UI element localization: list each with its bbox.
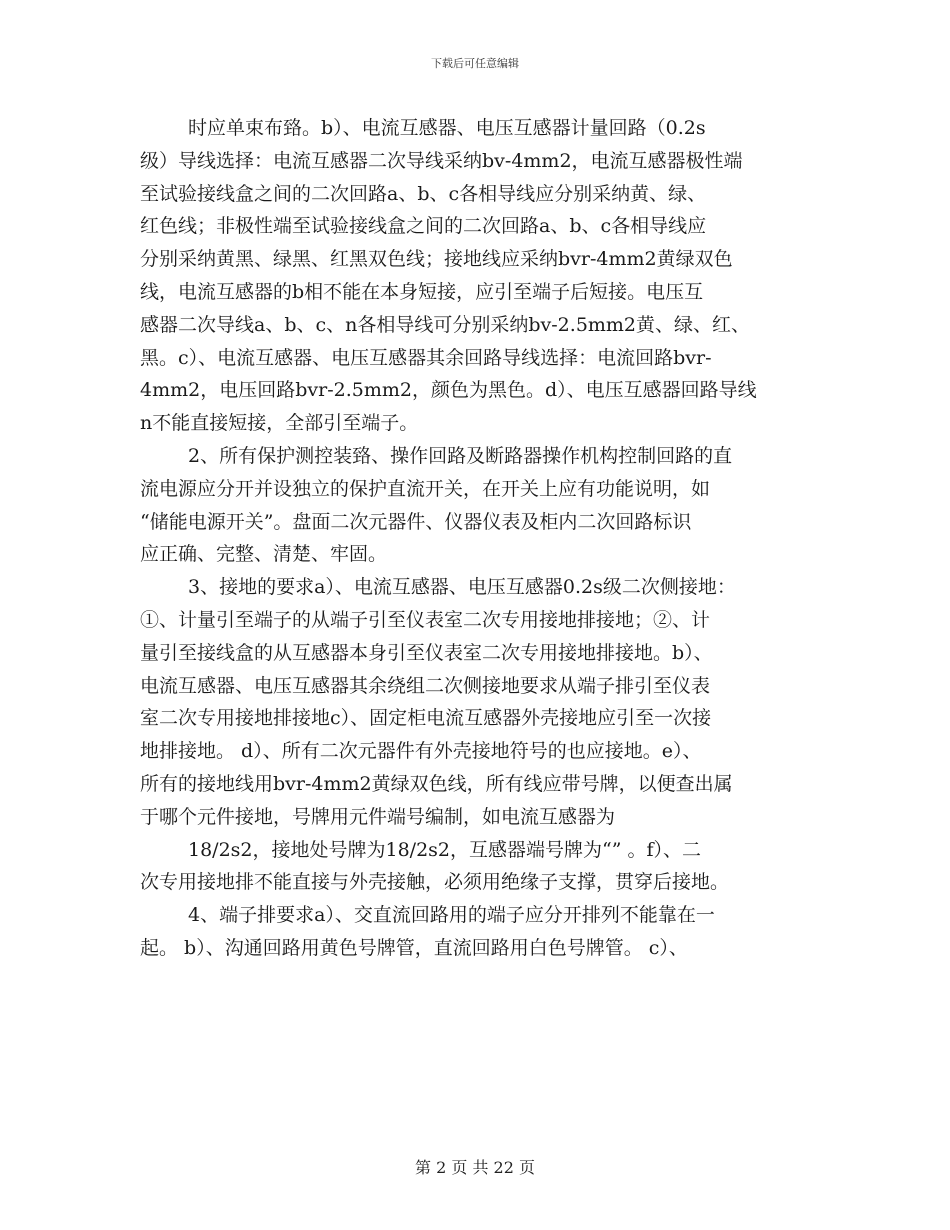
- body-line: 流电源应分开并设独立的保护直流开关，在开关上应有功能说明，如: [140, 477, 711, 500]
- body-line: 量引至接线盒的从互感器本身引至仪表室二次专用接地排接地。b）、: [140, 641, 713, 664]
- page-number: 第 2 页 共 22 页: [415, 1158, 535, 1177]
- body-line: 于哪个元件接地，号牌用元件端号编制，如电流互感器为: [140, 805, 616, 828]
- body-line: 时应单束布臵。b）、电流互感器、电压互感器计量回路（0.2s: [188, 117, 706, 139]
- body-line: 3、接地的要求a）、电流互感器、电压互感器0.2s级二次侧接地：: [188, 576, 736, 599]
- page-header: 下载后可任意编辑: [431, 57, 519, 70]
- document-body: [140, 112, 820, 965]
- body-line: 黑。c）、电流互感器、电压互感器其余回路导线选择：电流回路bvr-: [140, 346, 712, 369]
- body-line: 电流互感器、电压互感器其余绕组二次侧接地要求从端子排引至仪表: [140, 674, 711, 697]
- body-line: 次专用接地排不能直接与外壳接触，必须用绝缘子支撑，贯穿后接地。: [140, 871, 730, 894]
- body-line: 室二次专用接地排接地c）、固定柜电流互感器外壳接地应引至一次接: [140, 707, 712, 730]
- body-line: 感器二次导线a、b、c、n各相导线可分别采纳bv-2.5mm2黄、绿、红、: [140, 313, 751, 336]
- body-line: 红色线；非极性端至试验接线盒之间的二次回路a、b、c各相导线应: [140, 215, 707, 238]
- body-line: “储能电源开关”。盘面二次元器件、仪器仪表及柜内二次回路标识: [140, 510, 692, 533]
- body-line: 4、端子排要求a）、交直流回路用的端子应分开排列不能靠在一: [188, 904, 715, 927]
- body-line: 线，电流互感器的b相不能在本身短接，应引至端子后短接。电压互: [140, 280, 704, 303]
- body-line: 应正确、完整、清楚、牢固。: [140, 543, 388, 566]
- body-line: 2、所有保护测控装臵、操作回路及断路器操作机构控制回路的直: [188, 444, 733, 467]
- body-line: 18/2s2，接地处号牌为18/2s2，互感器端号牌为“” 。f）、二: [188, 838, 702, 861]
- body-line: 起。 b）、沟通回路用黄色号牌管，直流回路用白色号牌管。 c）、: [140, 936, 688, 959]
- body-line: 4mm2，电压回路bvr-2.5mm2，颜色为黑色。d）、电压互感器回路导线: [140, 379, 757, 402]
- body-line: 分别采纳黄黑、绿黑、红黑双色线；接地线应采纳bvr-4mm2黄绿双色: [140, 248, 733, 271]
- body-line: 地排接地。 d）、所有二次元器件有外壳接地符号的也应接地。e）、: [140, 740, 702, 763]
- body-line: 所有的接地线用bvr-4mm2黄绿双色线，所有线应带号牌，以便查出属: [140, 772, 733, 795]
- body-line: 级）导线选择：电流互感器二次导线采纳bv-4mm2，电流互感器极性端: [140, 149, 743, 172]
- body-line: n不能直接短接，全部引至端子。: [140, 412, 419, 435]
- body-line: 至试验接线盒之间的二次回路a、b、c各相导线应分别采纳黄、绿、: [140, 182, 707, 205]
- body-line: ①、计量引至端子的从端子引至仪表室二次专用接地排接地；②、计: [140, 608, 711, 631]
